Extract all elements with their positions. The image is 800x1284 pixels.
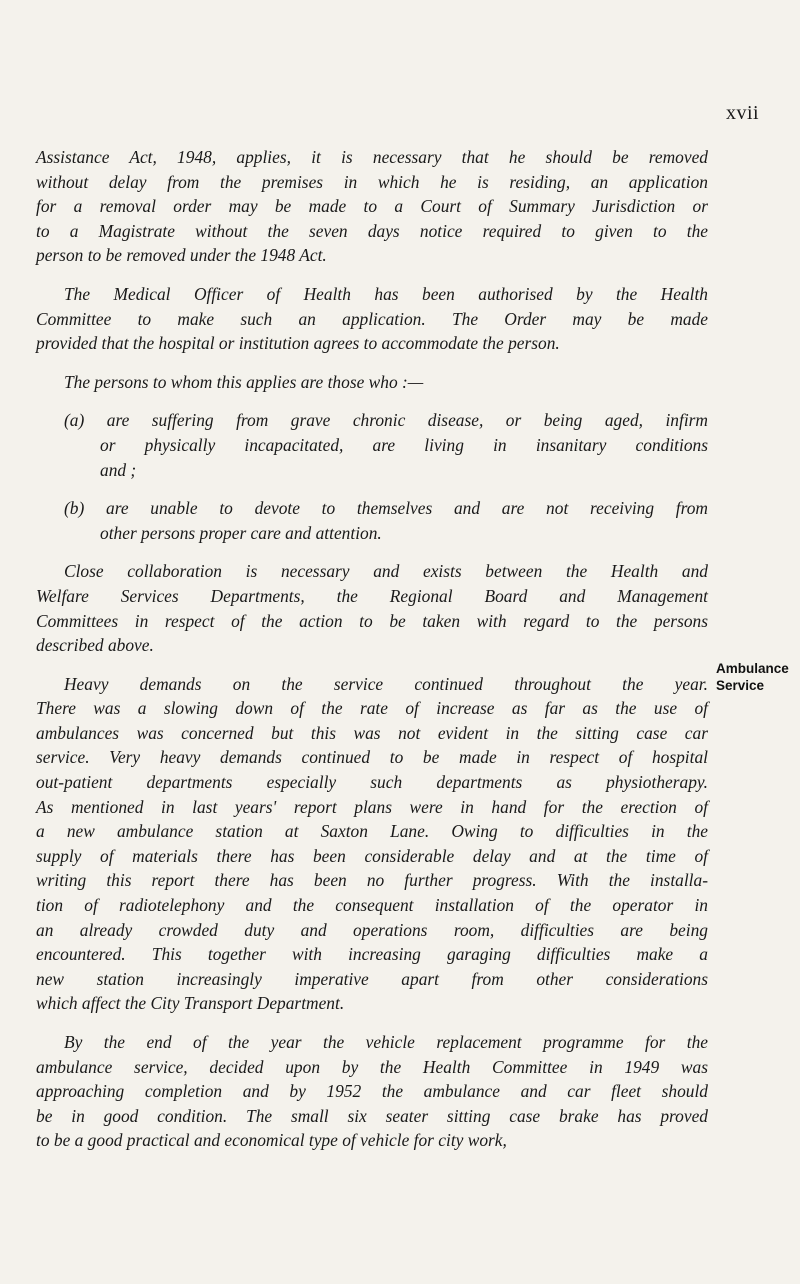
text-line: tion of radiotelephony and the consequent installation of the operator in (36, 895, 708, 916)
text-line: encountered. This together with increasing garaging difficulties make a (36, 944, 708, 965)
text-line: supply of materials there has been considerable delay and at the time of (36, 845, 708, 866)
text-line: ambulances was concerned but this was not evident in the sitting case car (36, 722, 708, 743)
text-line: approaching completion and by 1952 the ambulance and car fleet should (36, 1081, 708, 1102)
text-line: out-patient departments especially such departments as physiotherapy. (36, 772, 708, 793)
text-line: Close collaboration is necessary and exists between the Health and (64, 561, 708, 582)
text-line: (a) are suffering from grave chronic disease, or being aged, infirm (64, 410, 708, 431)
text-line: By the end of the year the vehicle replacement programme for the (64, 1032, 708, 1052)
text-line: or physically incapacitated, are living in insanitary conditions (100, 434, 708, 455)
text-line: provided that the hospital or institution agrees to accommodate the person. (36, 333, 560, 354)
text-line: which affect the City Transport Department. (36, 993, 345, 1014)
list-item (36, 496, 708, 545)
text-line: (b) are unable to devote to themselves and are not receiving from (64, 498, 708, 519)
body-text (36, 145, 708, 1153)
text-line: Assistance Act, 1948, applies, it is necessary that he should be removed (36, 147, 708, 167)
text-line: an already crowded duty and operations room, difficulties are being (36, 919, 708, 940)
text-line: person to be removed under the 1948 Act. (36, 245, 327, 266)
margin-heading (716, 660, 800, 694)
text-line: service. Very heavy demands continued to be made in respect of hospital (36, 747, 708, 768)
text-line: for a removal order may be made to a Court of Summary Jurisdiction or (36, 196, 708, 217)
text-line: to a Magistrate without the seven days notice required to given to the (36, 220, 708, 241)
text-line: The Medical Officer of Health has been authorised by the Health (64, 283, 708, 304)
paragraph (36, 282, 708, 356)
text-line: new station increasingly imperative apart from other considerations (36, 968, 708, 989)
text-line: Welfare Services Departments, the Regional Board and Management (36, 585, 708, 606)
margin-heading-line: Ambulance (716, 661, 789, 676)
text-line: There was a slowing down of the rate of increase as far as the use of (36, 698, 708, 719)
text-line: and ; (100, 459, 137, 480)
text-line: Committees in respect of the action to be taken with regard to the persons (36, 610, 708, 631)
text-line: be in good condition. The small six seater sitting case brake has proved (36, 1105, 708, 1126)
page-number: xvii (726, 102, 760, 124)
text-line: without delay from the premises in which he is residing, an application (36, 171, 708, 192)
text-line: The persons to whom this applies are those who :— (64, 371, 424, 392)
text-line: Heavy demands on the service continued throughout the year. (64, 673, 708, 694)
text-line: to be a good practical and economical type of vehicle for city work, (36, 1130, 507, 1151)
paragraph (36, 370, 708, 395)
paragraph (36, 559, 708, 657)
paragraph (36, 672, 708, 1016)
text-line: writing this report there has been no further progress. With the installa- (36, 870, 708, 891)
text-line: a new ambulance station at Saxton Lane. Owing to difficulties in the (36, 821, 708, 842)
text-line: ambulance service, decided upon by the Health Committee in 1949 was (36, 1056, 708, 1077)
text-line: described above. (36, 635, 154, 656)
margin-heading-line: Service (716, 678, 765, 693)
paragraph (36, 1030, 708, 1153)
text-line: Committee to make such an application. The Order may be made (36, 308, 708, 329)
text-line: other persons proper care and attention. (100, 522, 382, 543)
list-item (36, 408, 708, 482)
paragraph (36, 145, 708, 268)
text-line: As mentioned in last years' report plans were in hand for the erection of (36, 796, 708, 817)
